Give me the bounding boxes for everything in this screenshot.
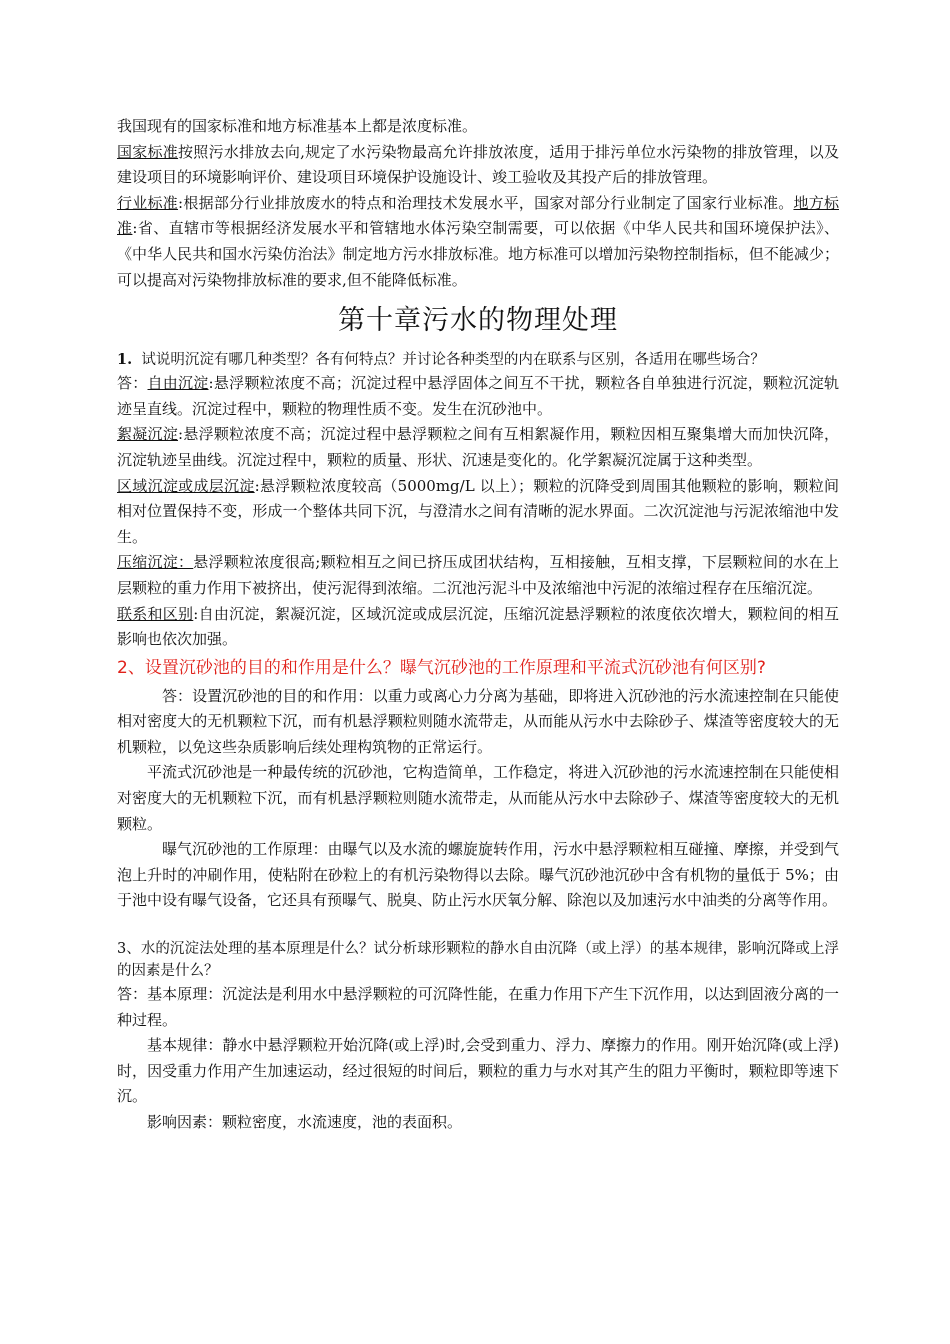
free-settling-paragraph [117,371,839,422]
compression-settling-text: 悬浮颗粒浓度很高;颗粒相互之间已挤压成团状结构，互相接触，互相支撑，下层颗粒间的水在上层颗粒的重力作用下被挤出，使污泥得到浓缩。二沉池污泥斗中及浓缩池中污泥的浓缩过程存在压缩沉淀。 [117,553,839,597]
spacer [117,914,839,938]
answer-prefix: 答： [117,374,148,393]
question-2-answer-2: 平流式沉砂池是一种最传统的沉砂池，它构造简单，工作稳定，将进入沉砂池的污水流速控制在只能使相对密度大的无机颗粒下沉，而有机悬浮颗粒则随水流带走，从而能从污水中去除砂子、煤渣等密度较大的无机颗粒。 [117,763,839,833]
question-1 [117,349,839,371]
question-2-answer-1: 答：设置沉砂池的目的和作用：以重力或离心力分离为基础，即将进入沉砂池的污水流速控制在只能使相对密度大的无机颗粒下沉，而有机悬浮颗粒则随水流带走，从而能从污水中去除砂子、煤渣等密度较大的无机颗粒，以免这些杂质影响后续处理构筑物的正常运行。 [117,686,839,756]
chapter-title: 第十章污水的物理处理 [338,305,618,337]
flocculent-settling-paragraph [117,422,839,473]
question-2-title: 2、设置沉砂池的目的和作用是什么？曝气沉砂池的工作原理和平流式沉砂池有何区别? [117,657,766,678]
national-standard-label: 国家标准 [117,142,179,161]
question-3-answer-1: 答：基本原理：沉淀法是利用水中悬浮颗粒的可沉降性能，在重力作用下产生下沉作用，以达到固液分离的一种过程。 [117,985,839,1029]
relation-text: :自由沉淀，絮凝沉淀，区域沉淀或成层沉淀，压缩沉淀悬浮颗粒的浓度依次增大，颗粒间的相互影响也依次加强。 [117,604,839,649]
zone-settling-label: 区域沉淀或成层沉淀 [117,476,255,495]
national-standard-paragraph [117,140,839,191]
relation-paragraph [117,602,839,653]
document-page [117,114,839,1136]
free-settling-text: :悬浮颗粒浓度不高；沉淀过程中悬浮固体之间互不干扰，颗粒各自单独进行沉淀，颗粒沉淀轨迹呈直线。沉淀过程中，颗粒的物理性质不变。发生在沉砂池中。 [117,374,839,418]
compression-settling-paragraph [117,550,839,601]
question-3-title: 3、水的沉淀法处理的基本原理是什么？试分析球形颗粒的静水自由沉降（或上浮）的基本规律，影响沉降或上浮的因素是什么？ [117,941,839,980]
question-1-number: 1. [117,351,133,369]
intro-paragraph: 我国现有的国家标准和地方标准基本上都是浓度标准。 [117,117,478,135]
relation-label: 联系和区别 [117,604,194,623]
national-standard-text: 按照污水排放去向,规定了水污染物最高允许排放浓度，适用于排污单位水污染物的排放管理，以及建设项目的环境影响评价、建设项目环境保护设施设计、竣工验收及其投产后的排放管理。 [117,142,839,187]
flocculent-settling-label: 絮凝沉淀 [117,425,179,444]
local-standard-text: :省、直辖市等根据经济发展水平和管辖地水体污染空制需要，可以依据《中华人民共和国环境保护法》、《中华人民共和国水污染仿治法》制定地方污水排放标准。地方标准可以增加污染物控制指标，但不能减少；可以提高对污染物排放标准的要求,但不能降低标准。 [117,219,839,289]
flocculent-settling-text: :悬浮颗粒浓度不高；沉淀过程中悬浮颗粒之间有互相絮凝作用，颗粒因相互聚集增大而加快沉降，沉淀轨迹呈曲线。沉淀过程中，颗粒的质量、形状、沉速是变化的。化学絮凝沉淀属于这种类型。 [117,425,839,469]
compression-settling-label: 压缩沉淀： [117,553,194,572]
zone-settling-text: :悬浮颗粒浓度较高（5000mg/L 以上）；颗粒的沉降受到周围其他颗粒的影响，颗粒间相对位置保持不变，形成一个整体共同下沉，与澄清水之间有清晰的泥水界面。二次沉淀池与污泥浓缩池中发生。 [117,476,839,546]
question-2-answer-3: 曝气沉砂池的工作原理：由曝气以及水流的螺旋旋转作用，污水中悬浮颗粒相互碰撞、摩擦，并受到气泡上升时的冲刷作用，使粘附在砂粒上的有机污染物得以去除。曝气沉砂池沉砂中含有机物的量低于 5%；由于池中设有曝气设备，它还具有预曝气、脱臭、防止污水厌氧分解、除泡以及加速污水中油类的分离等作用。 [117,840,839,910]
question-3-answer-3: 影响因素：颗粒密度，水流速度，池的表面积。 [147,1113,463,1131]
question-3-answer-2: 基本规律：静水中悬浮颗粒开始沉降(或上浮)时,会受到重力、浮力、摩擦力的作用。刚开始沉降(或上浮)时，因受重力作用产生加速运动，经过很短的时间后，颗粒的重力与水对其产生的阻力平衡时，颗粒即等速下沉。 [117,1036,839,1106]
local-standard-label: 地方标准 [117,193,839,238]
industry-local-standard-paragraph [117,191,839,293]
industry-standard-label: 行业标准 [117,193,179,212]
free-settling-label: 自由沉淀 [147,374,209,393]
zone-settling-paragraph [117,474,839,551]
question-1-text: 试说明沉淀有哪几种类型？各有何特点？并讨论各种类型的内在联系与区别，各适用在哪些场合？ [141,352,765,369]
industry-standard-text: :根据部分行业排放废水的特点和治理技术发展水平，国家对部分行业制定了国家行业标准。 [178,193,794,212]
